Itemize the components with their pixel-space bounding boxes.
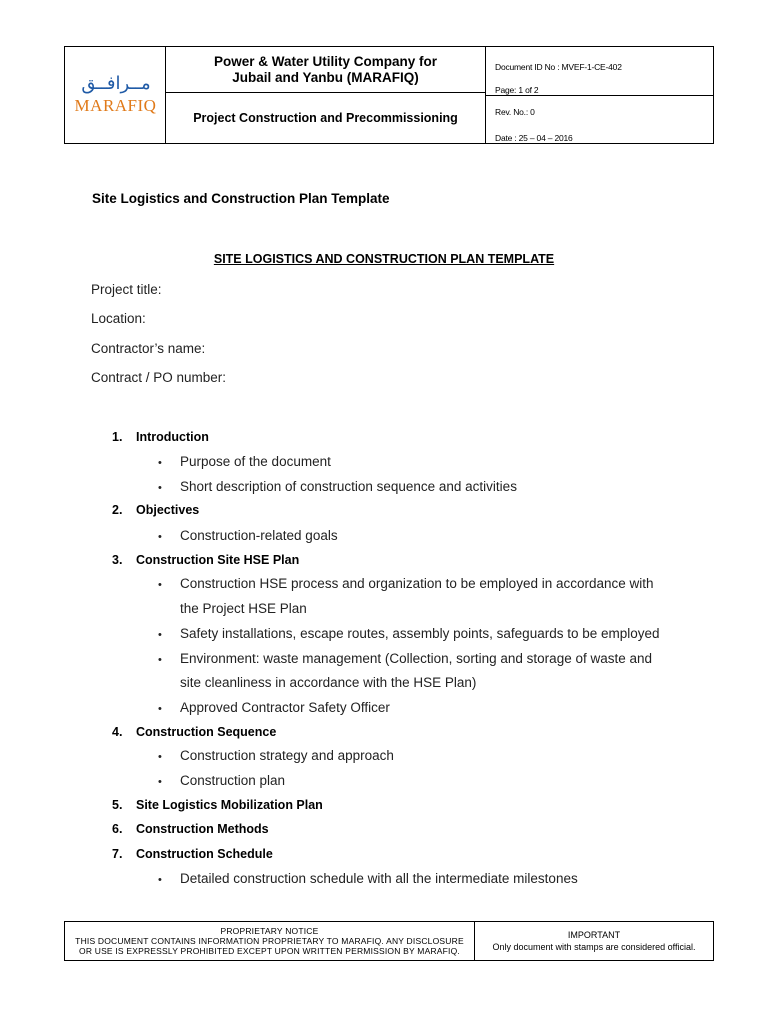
svg-text:مــرافــق: مــرافــق xyxy=(81,73,151,94)
bullet-icon: • xyxy=(158,629,162,641)
department-name: Project Construction and Precommissioning xyxy=(193,111,458,125)
bullet-icon: • xyxy=(158,457,162,469)
section-title: Objectives xyxy=(136,503,200,517)
bullet-icon: • xyxy=(158,703,162,715)
important-notice xyxy=(475,922,713,967)
section-heading xyxy=(112,822,269,836)
important-title: IMPORTANT xyxy=(567,930,621,940)
notice-line: OR USE IS EXPRESSLY PROHIBITED EXCEPT UPON WRITTEN PERMISSION BY MARAFIQ. xyxy=(79,946,460,956)
project-title-field: Project title: xyxy=(91,282,162,297)
list-item-text: Purpose of the document xyxy=(180,454,331,469)
section-number: 4. xyxy=(112,725,123,739)
section-number: 6. xyxy=(112,822,123,836)
list-item-text: Construction plan xyxy=(180,773,286,788)
important-text: Only document with stamps are considered official. xyxy=(492,942,696,952)
section-title: Site Logistics Mobilization Plan xyxy=(136,798,323,812)
bullet-icon: • xyxy=(158,751,162,763)
list-item-text: Detailed construction schedule with all the intermediate milestones xyxy=(180,871,578,886)
list-item xyxy=(158,626,660,641)
section-title: Construction Methods xyxy=(136,822,269,836)
list-item xyxy=(158,528,338,543)
section-number: 3. xyxy=(112,553,123,567)
section-number: 2. xyxy=(112,503,123,517)
document-meta-cell xyxy=(486,47,713,143)
company-name xyxy=(166,47,485,93)
section-heading xyxy=(112,847,273,861)
document-id: Document ID No : MVEF-1-CE-402 xyxy=(495,62,622,72)
logo-cell xyxy=(65,47,166,143)
section-heading xyxy=(112,553,299,567)
list-item xyxy=(158,454,331,469)
meta-divider xyxy=(486,95,713,96)
list-item-continuation: site cleanliness in accordance with the HSE Plan) xyxy=(180,675,477,690)
list-item xyxy=(158,576,654,591)
list-item-text: Construction-related goals xyxy=(180,528,338,543)
section-title: Construction Schedule xyxy=(136,847,273,861)
list-item-text: Environment: waste management (Collection, sorting and storage of waste and xyxy=(180,651,653,666)
bullet-icon: • xyxy=(158,654,162,666)
list-item xyxy=(158,871,578,886)
list-item xyxy=(158,773,285,788)
list-item-text: Approved Contractor Safety Officer xyxy=(180,700,390,715)
page-number: Page: 1 of 2 xyxy=(495,85,539,95)
company-name-line1: Power & Water Utility Company for xyxy=(213,54,438,69)
section-heading xyxy=(112,798,323,812)
revision-number: Rev. No.: 0 xyxy=(495,107,535,117)
section-number: 7. xyxy=(112,847,123,861)
list-item xyxy=(158,651,652,666)
section-heading xyxy=(112,725,276,739)
list-item xyxy=(158,700,390,715)
notice-title: PROPRIETARY NOTICE xyxy=(220,926,319,936)
section-title: Construction Sequence xyxy=(136,725,277,739)
document-header xyxy=(64,46,714,144)
location-field: Location: xyxy=(91,311,146,326)
list-item xyxy=(158,479,517,494)
contract-number-field: Contract / PO number: xyxy=(91,370,227,385)
list-item xyxy=(158,748,394,763)
bullet-icon: • xyxy=(158,874,162,886)
marafiq-arabic-logo xyxy=(77,69,155,95)
section-title: Construction Site HSE Plan xyxy=(136,553,300,567)
bullet-icon: • xyxy=(158,579,162,591)
section-number: 5. xyxy=(112,798,123,812)
list-item-text: Construction strategy and approach xyxy=(180,748,394,763)
contractor-name-field: Contractor’s name: xyxy=(91,341,206,356)
section-heading xyxy=(112,503,199,517)
list-item-text: Construction HSE process and organization to be employed in accordance with xyxy=(180,576,654,591)
bullet-icon: • xyxy=(158,531,162,543)
document-title: Site Logistics and Construction Plan Template xyxy=(92,191,390,206)
company-cell xyxy=(166,47,486,143)
proprietary-notice xyxy=(65,922,475,960)
marafiq-logo-text: MARAFIQ xyxy=(74,96,157,115)
list-item-continuation: the Project HSE Plan xyxy=(180,601,307,616)
section-number: 1. xyxy=(112,430,123,444)
notice-line: THIS DOCUMENT CONTAINS INFORMATION PROPRIETARY TO MARAFIQ. ANY DISCLOSURE xyxy=(75,936,464,946)
document-date: Date : 25 – 04 – 2016 xyxy=(495,133,573,143)
template-heading: SITE LOGISTICS AND CONSTRUCTION PLAN TEMPLATE xyxy=(213,252,555,266)
section-title: Introduction xyxy=(136,430,209,444)
bullet-icon: • xyxy=(158,482,162,494)
list-item-text: Safety installations, escape routes, assembly points, safeguards to be employed xyxy=(180,626,660,641)
document-footer xyxy=(64,921,714,961)
bullet-icon: • xyxy=(158,776,162,788)
section-heading xyxy=(112,430,209,444)
list-item-text: Short description of construction sequence and activities xyxy=(180,479,517,494)
company-name-line2: Jubail and Yanbu (MARAFIQ) xyxy=(232,70,419,85)
